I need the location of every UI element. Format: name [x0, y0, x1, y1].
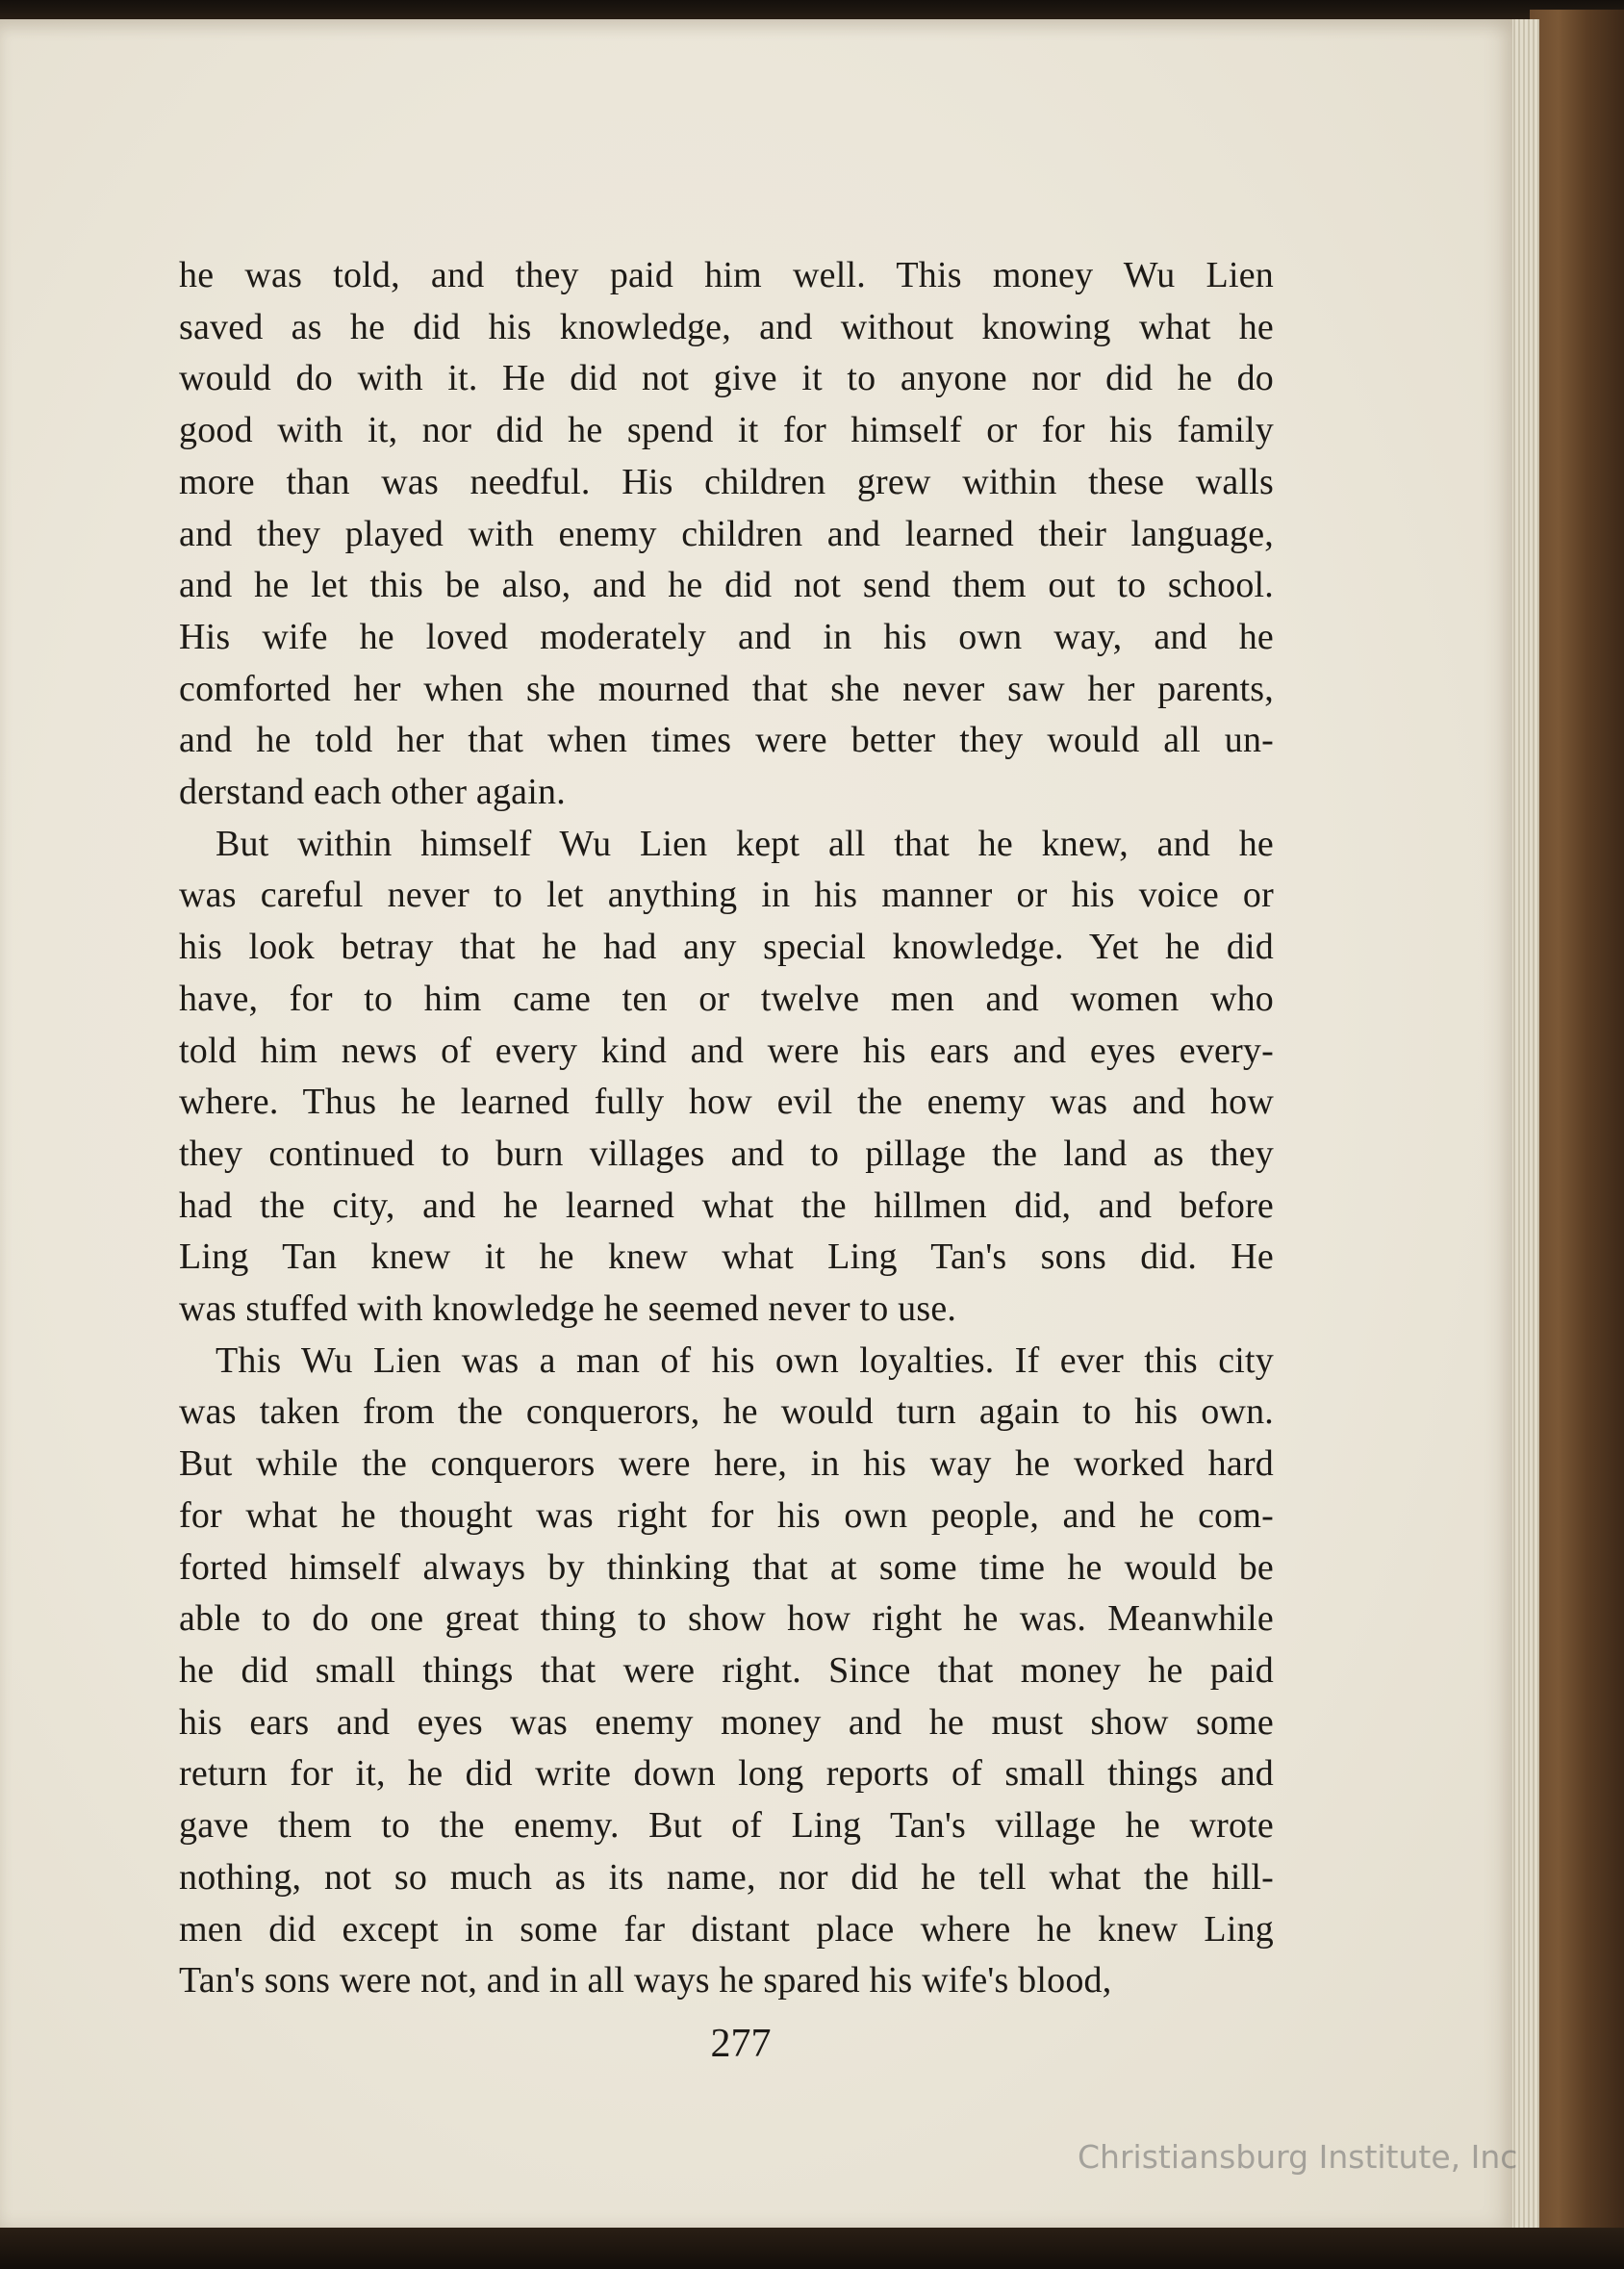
text-line: forted himself always by thinking that at some time he would be	[179, 1546, 1274, 1588]
text-line: was taken from the conquerors, he would turn again to his own.	[179, 1391, 1274, 1433]
paragraph-1	[179, 250, 1274, 819]
paragraph-2	[179, 819, 1274, 1336]
text-line: Tan's sons were not, and in all ways he spared his wife's blood,	[179, 1960, 1112, 2001]
text-line: was stuffed with knowledge he seemed never to use.	[179, 1288, 957, 1330]
text-line: and they played with enemy children and learned their language,	[179, 513, 1274, 554]
text-line: and he let this be also, and he did not send them out to school.	[179, 565, 1274, 606]
text-line: But while the conquerors were here, in his way he worked hard	[179, 1443, 1274, 1485]
text-line: he did small things that were right. Since that money he paid	[179, 1649, 1274, 1691]
text-line: told him news of every kind and were his ears and eyes every-	[179, 1030, 1274, 1071]
scan-bottom-edge	[0, 2228, 1624, 2269]
book-page	[0, 19, 1512, 2228]
text-line: for what he thought was right for his own people, and he com-	[179, 1494, 1274, 1536]
text-line: His wife he loved moderately and in his own way, and he	[179, 616, 1274, 657]
text-line: derstand each other again.	[179, 772, 566, 813]
watermark-text: Christiansburg Institute, Inc	[1078, 2138, 1518, 2176]
text-line: more than was needful. His children grew within these walls	[179, 461, 1274, 502]
text-line: men did except in some far distant place where he knew Ling	[179, 1908, 1274, 1950]
text-line: gave them to the enemy. But of Ling Tan's village he wrote	[179, 1805, 1274, 1847]
text-line: comforted her when she mourned that she never saw her parents,	[179, 668, 1274, 709]
text-line: good with it, nor did he spend it for himself or for his family	[179, 410, 1274, 451]
text-line: his look betray that he had any special knowledge. Yet he did	[179, 927, 1274, 968]
text-line: But within himself Wu Lien kept all that he knew, and he	[216, 823, 1274, 864]
text-line: had the city, and he learned what the hillmen did, and before	[179, 1185, 1274, 1226]
paragraph-3	[179, 1336, 1274, 2007]
text-line: they continued to burn villages and to pillage the land as they	[179, 1133, 1274, 1174]
text-line: was careful never to let anything in his manner or his voice or	[179, 875, 1274, 916]
text-line: where. Thus he learned fully how evil the enemy was and how	[179, 1082, 1274, 1123]
text-line: return for it, he did write down long reports of small things and	[179, 1753, 1274, 1795]
text-line: able to do one great thing to show how right he was. Meanwhile	[179, 1598, 1274, 1640]
text-line: This Wu Lien was a man of his own loyalties. If ever this city	[216, 1339, 1274, 1381]
body-text	[179, 250, 1274, 2007]
text-line: saved as he did his knowledge, and without knowing what he	[179, 306, 1274, 347]
text-line: have, for to him came ten or twelve men and women who	[179, 978, 1274, 1019]
text-line: he was told, and they paid him well. This money Wu Lien	[179, 255, 1274, 295]
page-number: 277	[710, 2022, 772, 2066]
text-line: Ling Tan knew it he knew what Ling Tan's sons did. He	[179, 1236, 1274, 1278]
book-cover-edge	[1530, 10, 1624, 2269]
text-line: his ears and eyes was enemy money and he must show some	[179, 1701, 1274, 1743]
text-line: and he told her that when times were better they would all un-	[179, 720, 1274, 761]
text-line: nothing, not so much as its name, nor did he tell what the hill-	[179, 1856, 1274, 1898]
text-line: would do with it. He did not give it to anyone nor did he do	[179, 358, 1274, 399]
